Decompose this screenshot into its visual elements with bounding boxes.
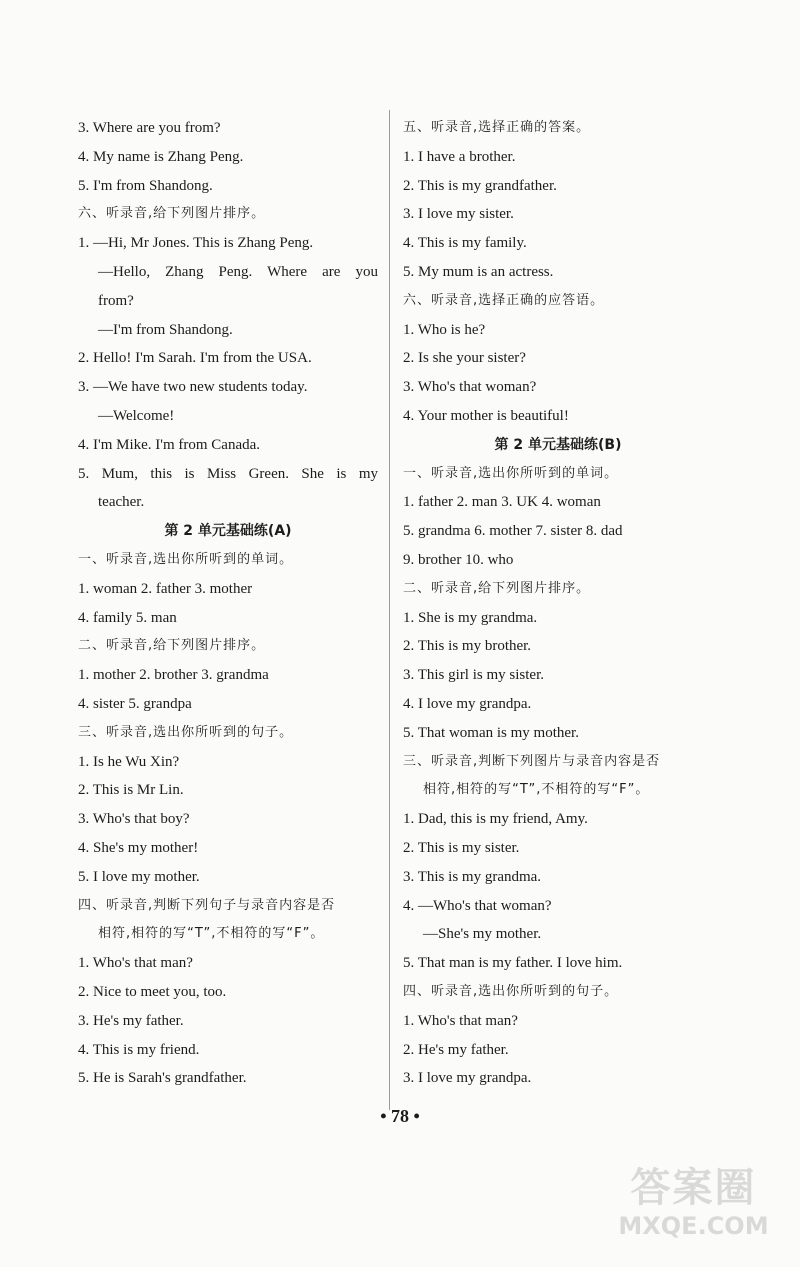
section-heading: 二、听录音,给下列图片排序。 <box>403 580 591 596</box>
answer-line: 3. I love my sister. <box>403 206 514 223</box>
answer-line: 4. I'm Mike. I'm from Canada. <box>78 436 261 453</box>
answer-line: 5. That woman is my mother. <box>403 724 579 741</box>
right-column <box>403 114 713 1093</box>
answer-line: 5. I'm from Shandong. <box>78 177 213 194</box>
answer-line: 4. family 5. man <box>78 609 177 626</box>
answer-line: from? <box>98 292 134 309</box>
section-heading-continued: 相符,相符的写“T”,不相符的写“F”。 <box>423 782 650 798</box>
answer-line: 1. She is my grandma. <box>403 609 538 626</box>
section-heading: 六、听录音,给下列图片排序。 <box>78 206 266 222</box>
answer-line: 5. That man is my father. I love him. <box>403 955 623 972</box>
watermark-logo <box>601 1156 786 1251</box>
answer-line: 4. I love my grandpa. <box>403 695 532 712</box>
answer-line: 2. Is she your sister? <box>403 350 526 367</box>
answer-line: 2. This is my grandfather. <box>403 177 557 194</box>
section-heading: 四、听录音,判断下列句子与录音内容是否 <box>78 897 336 913</box>
unit-title: 第 2 单元基础练(B) <box>494 436 622 453</box>
answer-line: 5. My mum is an actress. <box>403 263 554 280</box>
answer-line: 4. —Who's that woman? <box>403 897 552 914</box>
answer-line: 2. This is Mr Lin. <box>78 782 184 799</box>
answer-line: 3. He's my father. <box>78 1012 184 1029</box>
answer-line: 5. I love my mother. <box>78 868 200 885</box>
answer-line: 1. mother 2. brother 3. grandma <box>78 667 269 684</box>
answer-line: 3. This girl is my sister. <box>403 667 544 684</box>
section-heading: 五、听录音,选择正确的答案。 <box>403 120 591 135</box>
answer-line: 4. This is my friend. <box>78 1041 200 1058</box>
answer-line: 4. This is my family. <box>403 235 527 252</box>
answer-line: —She's my mother. <box>423 926 542 943</box>
answer-line: 2. He's my father. <box>403 1041 509 1058</box>
watermark-url-text: MXQE.COM <box>618 1212 769 1240</box>
section-heading: 四、听录音,选出你所听到的句子。 <box>403 983 619 999</box>
answer-line: 3. Who's that boy? <box>78 811 190 828</box>
section-heading: 六、听录音,选择正确的应答语。 <box>403 292 605 308</box>
answer-line: 9. brother 10. who <box>403 551 514 568</box>
answer-line: 1. Who's that man? <box>78 955 193 972</box>
section-heading: 三、听录音,判断下列图片与录音内容是否 <box>403 753 661 769</box>
answer-line: 4. My name is Zhang Peng. <box>78 148 244 165</box>
answer-line: 4. sister 5. grandpa <box>78 695 192 712</box>
column-divider <box>389 110 390 1110</box>
answer-line: 3. This is my grandma. <box>403 868 542 885</box>
watermark-chinese-text: 答案圈 <box>630 1165 757 1211</box>
answer-line: 2. This is my brother. <box>403 638 532 655</box>
section-heading: 一、听录音,选出你所听到的单词。 <box>78 551 294 567</box>
answer-line: 5. He is Sarah's grandfather. <box>78 1070 247 1087</box>
answer-line: 4. Your mother is beautiful! <box>403 407 569 424</box>
answer-line: 2. Hello! I'm Sarah. I'm from the USA. <box>78 350 312 367</box>
answer-line: 2. This is my sister. <box>403 839 520 856</box>
answer-line: —Hello, Zhang Peng. Where are you <box>98 263 378 280</box>
answer-line: 5. Mum, this is Miss Green. She is my <box>78 465 378 482</box>
answer-line: 1. woman 2. father 3. mother <box>78 580 253 597</box>
section-heading-continued: 相符,相符的写“T”,不相符的写“F”。 <box>98 926 325 942</box>
answer-line: 1. I have a brother. <box>403 148 516 165</box>
answer-line: 1. father 2. man 3. UK 4. woman <box>403 494 601 511</box>
answer-line: 1. Is he Wu Xin? <box>78 753 180 770</box>
section-heading: 三、听录音,选出你所听到的句子。 <box>78 724 294 740</box>
answer-line: teacher. <box>98 494 145 511</box>
answer-line: 4. She's my mother! <box>78 839 199 856</box>
left-column <box>78 114 378 1093</box>
answer-line: —Welcome! <box>98 407 175 424</box>
answer-line: 3. —We have two new students today. <box>78 379 308 396</box>
answer-line: 1. Who's that man? <box>403 1012 518 1029</box>
section-heading: 二、听录音,给下列图片排序。 <box>78 638 266 654</box>
answer-line: 3. I love my grandpa. <box>403 1070 532 1087</box>
answer-line: 1. Who is he? <box>403 321 486 338</box>
answer-line: 1. —Hi, Mr Jones. This is Zhang Peng. <box>78 235 314 252</box>
section-heading: 一、听录音,选出你所听到的单词。 <box>403 465 619 481</box>
answer-line: —I'm from Shandong. <box>98 321 233 338</box>
answer-line: 3. Where are you from? <box>78 120 221 136</box>
page-number: • 78 • <box>380 1106 420 1126</box>
answer-line: 5. grandma 6. mother 7. sister 8. dad <box>403 523 623 540</box>
answer-line: 1. Dad, this is my friend, Amy. <box>403 811 588 828</box>
unit-title: 第 2 单元基础练(A) <box>164 523 292 540</box>
answer-line: 2. Nice to meet you, too. <box>78 983 227 1000</box>
answer-line: 3. Who's that woman? <box>403 379 537 396</box>
